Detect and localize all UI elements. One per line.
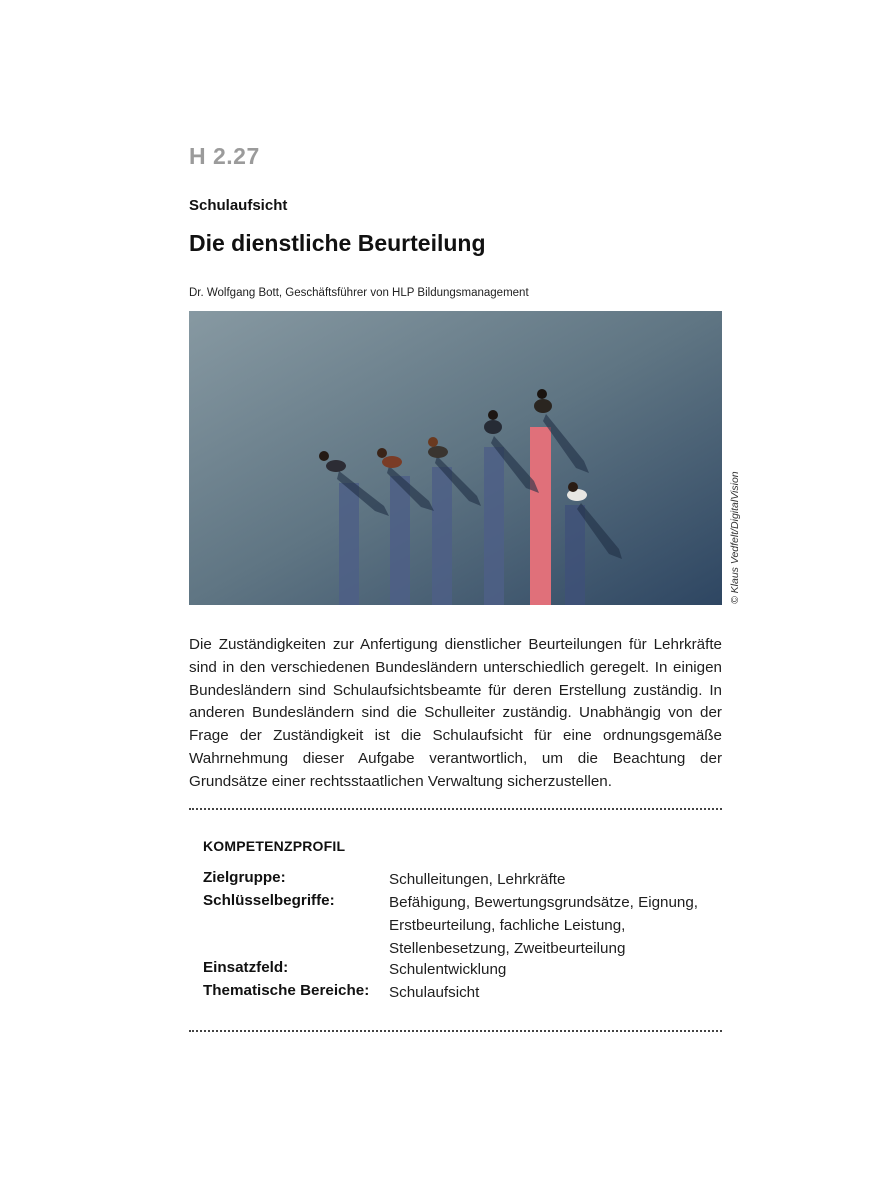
profile-heading: KOMPETENZPROFIL bbox=[203, 838, 346, 854]
bar-6 bbox=[565, 505, 585, 605]
profile-value-keywords: Befähigung, Bewertungsgrundsätze, Eignung, Erstbeurteilung, fachliche Leistung, Stellenbesetzung, Zweitbeurteilung bbox=[389, 894, 699, 957]
bar-highlight bbox=[530, 427, 551, 605]
photo-credit bbox=[728, 458, 742, 604]
profile-label-keywords: Schlüsselbegriffe: bbox=[203, 892, 335, 909]
page-title: Die dienstliche Beurteilung bbox=[189, 230, 486, 256]
bar-3 bbox=[432, 467, 452, 605]
asphalt-background bbox=[189, 311, 722, 605]
profile-value-field: Schulentwicklung bbox=[389, 961, 507, 978]
author-line: Dr. Wolfgang Bott, Geschäftsführer von HLP Bildungsmanagement bbox=[189, 287, 529, 299]
profile-label-target-group: Zielgruppe: bbox=[203, 869, 286, 886]
bar-2 bbox=[390, 476, 410, 605]
photo-credit-text: © Klaus Vedfelt/DigitalVision bbox=[729, 471, 741, 604]
category-label: Schulaufsicht bbox=[189, 197, 288, 214]
profile-label-field: Einsatzfeld: bbox=[203, 959, 289, 976]
cover-photo bbox=[189, 311, 722, 605]
bar-4 bbox=[484, 447, 504, 605]
profile-value-topics: Schulaufsicht bbox=[389, 984, 480, 1001]
bar-1 bbox=[339, 483, 359, 605]
profile-value-target-group: Schulleitungen, Lehrkräfte bbox=[389, 871, 566, 888]
dotted-divider-bottom bbox=[189, 1030, 722, 1032]
profile-label-topics: Thematische Bereiche: bbox=[203, 982, 370, 999]
intro-paragraph: Die Zuständigkeiten zur Anfertigung dienstlicher Beurteilungen für Lehrkräfte sind in den verschiedenen Bundesländern unterschiedlich geregelt. In einigen Bundesländern sind Schulaufsichtsbeamte für deren Erstellung zuständig. In anderen Bundesländern sind die Schulleiter zuständig. Unabhängig von der Frage der Zuständigkeit ist die Schulaufsicht für eine ordnungsgemäße Wahrnehmung dieser Aufgabe verantwortlich, um die Beachtung der Grundsätze einer rechtsstaatlichen Verwaltung sicherzustellen. bbox=[189, 636, 722, 790]
document-code: H 2.27 bbox=[189, 143, 260, 169]
dotted-divider-top bbox=[189, 808, 722, 810]
